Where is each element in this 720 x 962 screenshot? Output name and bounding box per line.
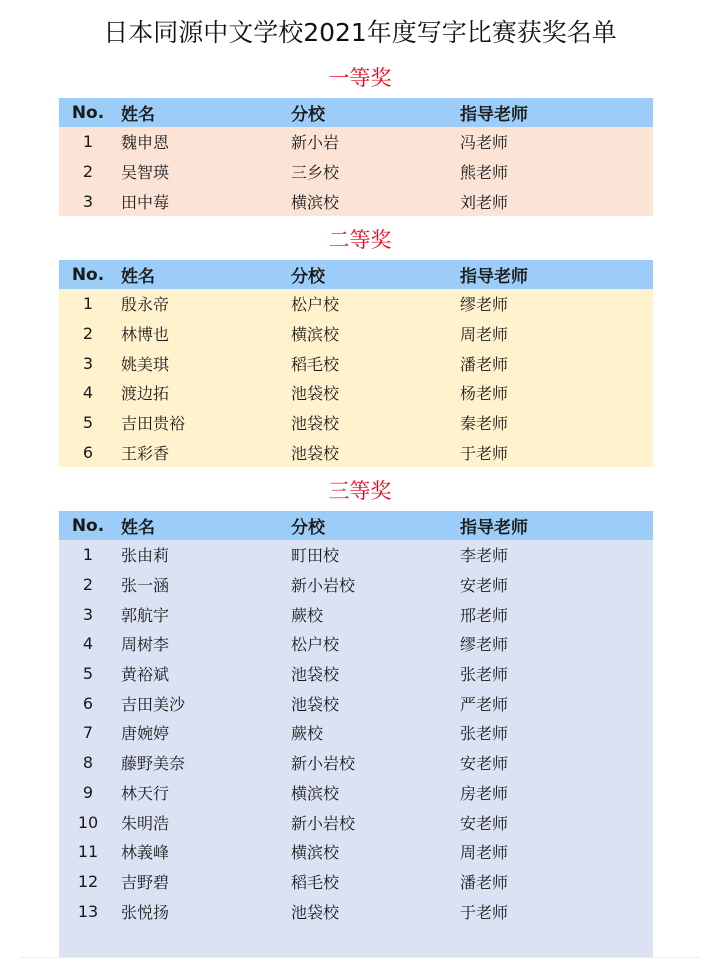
cell-school: 新小岩校 (291, 813, 356, 833)
cell-name: 田中莓 (121, 192, 170, 212)
cell-teacher: 房老师 (460, 783, 509, 803)
section-title-second-prize: 二等奖 (328, 228, 392, 252)
table-header (59, 98, 653, 127)
cell-no: 11 (77, 842, 99, 862)
cell-school: 松户校 (291, 295, 340, 315)
cell-teacher: 于老师 (460, 902, 509, 922)
cell-teacher: 于老师 (460, 443, 509, 463)
cell-teacher: 刘老师 (460, 192, 509, 212)
page-title: 日本同源中文学校2021年度写字比赛获奖名单 (103, 18, 617, 47)
cell-school: 池袋校 (291, 414, 340, 434)
table-row (59, 807, 653, 837)
cell-school: 三乡校 (291, 163, 340, 183)
table-body (59, 127, 653, 216)
cell-name: 朱明浩 (121, 813, 170, 833)
table-row (59, 748, 653, 778)
cell-no: 1 (82, 294, 94, 314)
table-header (59, 511, 653, 540)
table-third-prize (59, 511, 653, 957)
cell-teacher: 杨老师 (460, 384, 509, 404)
table-second-prize (59, 260, 653, 467)
table-row (59, 688, 653, 718)
table-row (59, 629, 653, 659)
cell-school: 横滨校 (291, 783, 340, 803)
cell-school: 蕨校 (291, 724, 324, 744)
cell-name: 张一涵 (121, 576, 170, 596)
cell-no: 2 (82, 575, 94, 595)
cell-teacher: 周老师 (460, 325, 509, 345)
table-row (59, 896, 653, 926)
table-header (59, 260, 653, 289)
table-row (59, 157, 653, 187)
cell-no: 7 (82, 723, 94, 743)
cell-school: 横滨校 (291, 843, 340, 863)
table-row (59, 867, 653, 897)
cell-school: 横滨校 (291, 325, 340, 345)
cell-teacher: 李老师 (460, 546, 509, 566)
cell-teacher: 冯老师 (460, 133, 509, 153)
cell-no: 13 (77, 901, 99, 921)
cell-teacher: 潘老师 (460, 872, 509, 892)
table-row (59, 570, 653, 600)
cell-name: 魏申恩 (121, 133, 170, 153)
cell-name: 渡边拓 (121, 384, 170, 404)
cell-no: 9 (82, 782, 94, 802)
section-title-first-prize: 一等奖 (328, 66, 392, 90)
header-teacher: 指导老师 (460, 267, 528, 287)
cell-teacher: 安老师 (460, 754, 509, 774)
cell-no: 1 (82, 132, 94, 152)
header-school: 分校 (291, 267, 325, 287)
cell-teacher: 张老师 (460, 665, 509, 685)
cell-teacher: 严老师 (460, 694, 509, 714)
table-row (59, 408, 653, 438)
cell-name: 林博也 (121, 325, 170, 345)
cell-school: 新小岩 (291, 133, 340, 153)
cell-teacher: 安老师 (460, 813, 509, 833)
cell-no: 3 (82, 191, 94, 211)
header-no: No. (71, 515, 105, 536)
cell-name: 林義峰 (121, 843, 170, 863)
cell-name: 姚美琪 (121, 354, 170, 374)
cell-name: 藤野美奈 (121, 754, 186, 774)
header-no: No. (71, 102, 105, 123)
cell-teacher: 安老师 (460, 576, 509, 596)
cell-teacher: 缪老师 (460, 635, 509, 655)
cell-school: 池袋校 (291, 443, 340, 463)
cell-no: 2 (82, 324, 94, 344)
cell-teacher: 潘老师 (460, 354, 509, 374)
cell-teacher: 邢老师 (460, 605, 509, 625)
cell-school: 新小岩校 (291, 576, 356, 596)
cell-no: 1 (82, 545, 94, 565)
cell-name: 林天行 (121, 783, 170, 803)
table-row (59, 186, 653, 216)
cell-teacher: 周老师 (460, 843, 509, 863)
cell-no: 12 (77, 871, 99, 891)
table-row (59, 659, 653, 689)
table-row (59, 319, 653, 349)
header-school: 分校 (291, 518, 325, 538)
table-row (59, 718, 653, 748)
cell-no: 8 (82, 753, 94, 773)
cell-name: 周树李 (121, 635, 170, 655)
table-row (59, 348, 653, 378)
cell-no: 2 (82, 162, 94, 182)
header-no: No. (71, 264, 105, 285)
cell-teacher: 秦老师 (460, 414, 509, 434)
header-teacher: 指导老师 (460, 105, 528, 125)
cell-name: 黄裕斌 (121, 665, 170, 685)
cell-no: 6 (82, 442, 94, 462)
cell-school: 町田校 (291, 546, 340, 566)
cell-no: 6 (82, 693, 94, 713)
cell-name: 吉田美沙 (121, 694, 186, 714)
table-row (59, 540, 653, 570)
table-body (59, 289, 653, 467)
cell-no: 10 (77, 812, 99, 832)
cell-name: 王彩香 (121, 443, 170, 463)
cell-school: 池袋校 (291, 665, 340, 685)
table-row (59, 778, 653, 808)
cell-name: 郭航宇 (121, 605, 170, 625)
divider (20, 957, 700, 958)
cell-name: 张悦扬 (121, 902, 170, 922)
cell-no: 4 (82, 634, 94, 654)
header-school: 分校 (291, 105, 325, 125)
cell-name: 吴智瑛 (121, 163, 170, 183)
table-row (59, 437, 653, 467)
cell-school: 池袋校 (291, 902, 340, 922)
cell-teacher: 熊老师 (460, 163, 509, 183)
cell-no: 4 (82, 383, 94, 403)
cell-name: 唐婉婷 (121, 724, 170, 744)
cell-school: 池袋校 (291, 384, 340, 404)
cell-name: 吉田贵裕 (121, 414, 186, 434)
cell-school: 新小岩校 (291, 754, 356, 774)
cell-no: 5 (82, 413, 94, 433)
table-row (59, 599, 653, 629)
cell-school: 稻毛校 (291, 872, 340, 892)
cell-school: 松户校 (291, 635, 340, 655)
table-row (59, 837, 653, 867)
cell-school: 稻毛校 (291, 354, 340, 374)
header-name: 姓名 (121, 267, 155, 287)
header-name: 姓名 (121, 105, 155, 125)
table-row (59, 378, 653, 408)
header-name: 姓名 (121, 518, 155, 538)
cell-school: 横滨校 (291, 192, 340, 212)
cell-name: 吉野碧 (121, 872, 170, 892)
header-teacher: 指导老师 (460, 518, 528, 538)
table-body (59, 540, 653, 957)
cell-school: 池袋校 (291, 694, 340, 714)
cell-teacher: 张老师 (460, 724, 509, 744)
table-row (59, 127, 653, 157)
cell-teacher: 缪老师 (460, 295, 509, 315)
table-row (59, 289, 653, 319)
cell-no: 3 (82, 353, 94, 373)
cell-school: 蕨校 (291, 605, 324, 625)
cell-no: 5 (82, 664, 94, 684)
section-title-third-prize: 三等奖 (328, 479, 392, 503)
cell-name: 张由莉 (121, 546, 170, 566)
table-first-prize (59, 98, 653, 216)
cell-no: 3 (82, 604, 94, 624)
cell-name: 殷永帝 (121, 295, 170, 315)
